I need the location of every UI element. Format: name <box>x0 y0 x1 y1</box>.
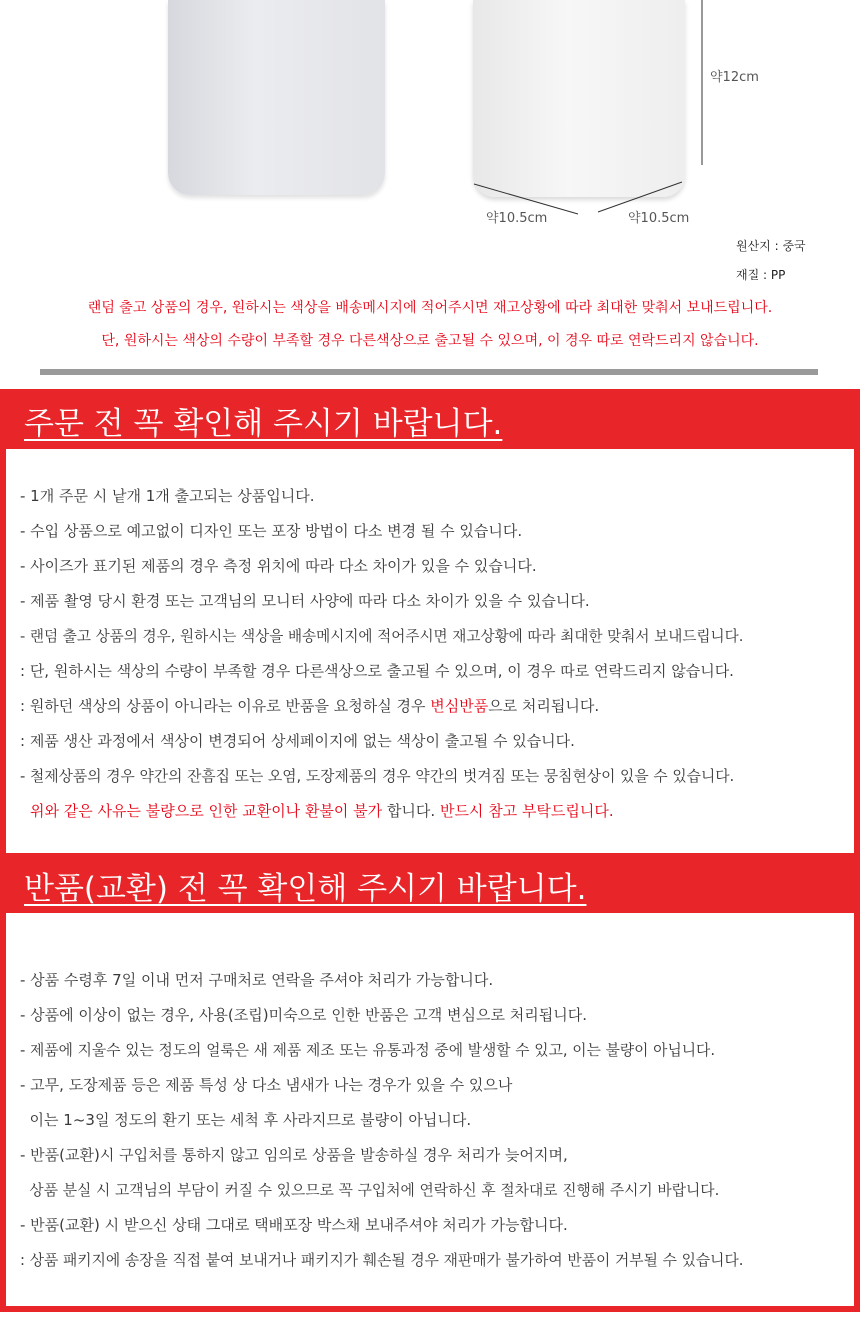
return-notice-line: 상품 분실 시 고객님의 부담이 커질 수 있으므로 꼭 구입처에 연락하신 후 절차대로 진행해 주시기 바랍니다. <box>20 1182 720 1199</box>
return-notice-line: 이는 1~3일 정도의 환기 또는 세척 후 사라지므로 불량이 아닙니다. <box>20 1111 472 1129</box>
order-notice-line: : 제품 생산 과정에서 색상이 변경되어 상세페이지에 없는 색상이 출고될 수 있습니다. <box>20 732 575 750</box>
origin-label: 원산지 : 중국 <box>736 239 806 253</box>
return-notice-body <box>6 913 854 1306</box>
return-notice-line: : 상품 패키지에 송장을 직접 붙여 보내거나 패키지가 훼손될 경우 재판매가 불가하여 반품이 거부될 수 있습니다. <box>20 1252 744 1269</box>
no-refund-warning: 위와 같은 사유는 불량으로 인한 교환이나 환불이 불가 <box>30 802 383 820</box>
order-notice-text: : 원하던 색상의 상품이 아니라는 이유로 반품을 요청하실 경우 <box>20 697 431 715</box>
order-notice-line: - 랜덤 출고 상품의 경우, 원하시는 색상을 배송메시지에 적어주시면 재고상황에 따라 최대한 맞춰서 보내드립니다. <box>20 628 744 645</box>
return-notice-title: 반품(교환) 전 꼭 확인해 주시기 바랍니다. <box>24 871 587 907</box>
order-notice-body <box>6 449 854 853</box>
order-notice-line: - 1개 주문 시 낱개 1개 출고되는 상품입니다. <box>20 487 315 505</box>
material-label: 재질 : PP <box>736 268 786 282</box>
width-dimension-label-left: 약10.5cm <box>486 211 548 226</box>
return-notice-box <box>0 857 860 1312</box>
return-notice-line: - 상품 수령후 7일 이내 먼저 구매처로 연락을 주셔야 처리가 가능합니다. <box>20 971 494 989</box>
return-notice-line: - 상품에 이상이 없는 경우, 사용(조립)미숙으로 인한 반품은 고객 변심으로 처리됩니다. <box>20 1006 587 1024</box>
order-notice-warning <box>30 800 614 821</box>
return-notice-line: - 반품(교환) 시 받으신 상태 그대로 택배포장 박스채 보내주셔야 처리가 가능합니다. <box>20 1216 568 1234</box>
section-divider <box>40 369 818 375</box>
return-notice-line: - 제품에 지울수 있는 정도의 얼룩은 새 제품 제조 또는 유통과정 중에 발생할 수 있고, 이는 불량이 아닙니다. <box>20 1042 716 1059</box>
change-of-mind-return-highlight: 변심반품 <box>430 697 489 715</box>
order-notice-line-refund <box>20 695 599 716</box>
order-notice-title: 주문 전 꼭 확인해 주시기 바랍니다. <box>24 406 503 442</box>
return-notice-line: - 반품(교환)시 구입처를 통하지 않고 임의로 상품을 발송하실 경우 처리가 늦어지며, <box>20 1146 568 1164</box>
order-notice-line: - 제품 촬영 당시 환경 또는 고객님의 모니터 사양에 따라 다소 차이가 있을 수 있습니다. <box>20 592 590 610</box>
height-dimension-label: 약12cm <box>710 70 759 85</box>
order-notice-line: : 단, 원하시는 색상의 수량이 부족할 경우 다른색상으로 출고될 수 있으며, 이 경우 따로 연락드리지 않습니다. <box>20 662 734 680</box>
order-notice-line: - 철제상품의 경우 약간의 잔흠집 또는 오염, 도장제품의 경우 약간의 벗겨짐 또는 뭉침현상이 있을 수 있습니다. <box>20 768 735 785</box>
color-shortage-note: 단, 원하시는 색상의 수량이 부족할 경우 다른색상으로 출고될 수 있으며, 이 경우 따로 연락드리지 않습니다. <box>101 333 759 349</box>
trash-bin-gray-image <box>168 0 385 195</box>
order-notice-line: - 사이즈가 표기된 제품의 경우 측정 위치에 따라 다소 차이가 있을 수 있습니다. <box>20 557 537 575</box>
dimension-lines <box>460 0 720 225</box>
order-notice-box <box>0 389 860 859</box>
order-notice-text: 합니다. <box>382 802 440 820</box>
width-dimension-label-right: 약10.5cm <box>628 211 690 226</box>
return-notice-line: - 고무, 도장제품 등은 제품 특성 상 다소 냄새가 나는 경우가 있을 수 있으나 <box>20 1076 513 1094</box>
please-note-warning: 반드시 참고 부탁드립니다. <box>439 802 614 820</box>
random-shipping-note: 랜덤 출고 상품의 경우, 원하시는 색상을 배송메시지에 적어주시면 재고상황에 따라 최대한 맞춰서 보내드립니다. <box>87 300 773 316</box>
order-notice-line: - 수입 상품으로 예고없이 디자인 또는 포장 방법이 다소 변경 될 수 있습니다. <box>20 522 523 540</box>
order-notice-text: 으로 처리됩니다. <box>488 697 600 715</box>
